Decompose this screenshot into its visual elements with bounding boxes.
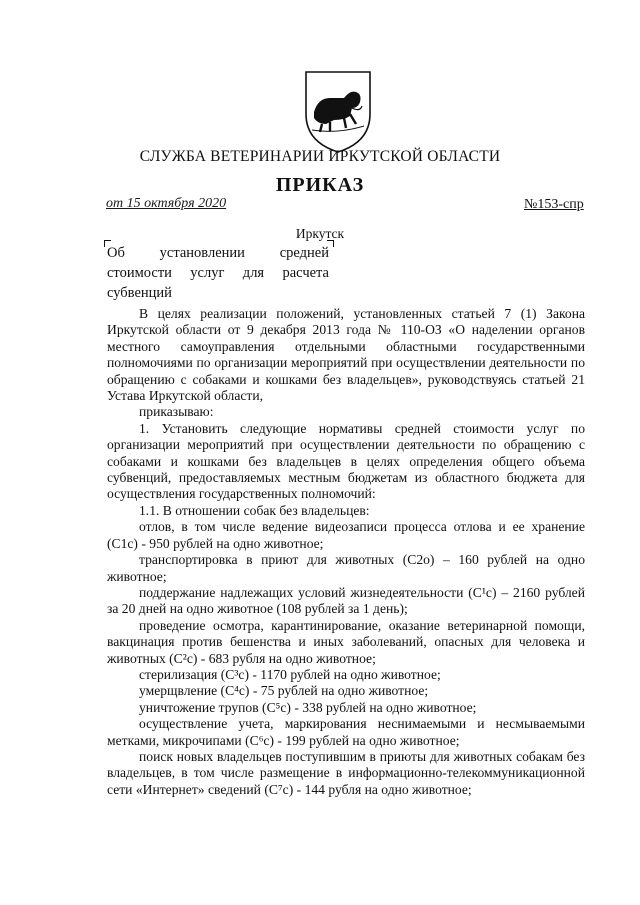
subject-line: Об установлении средней xyxy=(107,245,329,261)
rate-item: уничтожение трупов (С⁵с) - 338 рублей на одно животное; xyxy=(139,699,477,715)
rate-item: транспортировка в приют для животных (С2о) – 160 рублей на одно животное; xyxy=(107,552,585,584)
document-date: от 15 октября 2020 xyxy=(106,196,227,211)
document-city: Иркутск xyxy=(295,226,345,241)
document-subject xyxy=(107,243,329,303)
clause-1-1: 1.1. В отношении собак без владельцев: xyxy=(139,502,370,518)
order-word: приказываю: xyxy=(139,404,214,420)
preamble-paragraph: В целях реализации положений, установленных статьей 7 (1) Закона Иркутской области от 9 декабря 2013 года № 110-ОЗ «О наделении органов местного самоуправления отдельными областными государственными полномочиями по организации мероприятий при осуществлении деятельности по обращению с собаками и кошками без владельцев», руководствуясь статьей 21 Устава Иркутской области, xyxy=(107,306,585,404)
subject-line: субвенций xyxy=(107,285,172,301)
clause-1: 1. Установить следующие нормативы средней стоимости услуг по организации мероприятий при осуществлении деятельности по обращению с собаками и кошками без владельцев в целях определения общего объема субвенций, предоставляемых местным бюджетам из областного бюджета для осуществления государственных полномочий: xyxy=(107,420,585,502)
subject-line: стоимости услуг для расчета xyxy=(107,265,329,281)
document-number: №153-спр xyxy=(524,197,584,212)
document-body xyxy=(107,306,585,798)
rate-item: поддержание надлежащих условий жизнедеятельности (С¹с) – 2160 рублей за 20 дней на одно животное (108 рублей за 1 день); xyxy=(107,584,585,617)
rate-item: поиск новых владельцев поступившим в приюты для животных собакам без владельцев, в том числе размещение в информационно-телекоммуникационной сети «Интернет» сведений (С⁷с) - 144 рубля на одно животное; xyxy=(107,748,585,797)
rate-item: осуществление учета, маркирования неснимаемыми и несмываемыми метками, микрочипами (С⁶с) - 199 рублей на одно животное; xyxy=(107,716,585,748)
rate-item: умерщвление (С⁴с) - 75 рублей на одно животное; xyxy=(139,683,429,699)
document-title: ПРИКАЗ xyxy=(275,174,365,196)
irkutsk-coat-of-arms-icon xyxy=(300,68,376,154)
organization-name: СЛУЖБА ВЕТЕРИНАРИИ ИРКУТСКОЙ ОБЛАСТИ xyxy=(139,148,501,165)
rate-item: проведение осмотра, карантинирование, оказание ветеринарной помощи, вакцинация против бешенства и иных заболеваний, опасных для человека и животных (С²с) - 683 рубля на одно животное; xyxy=(107,617,585,666)
rate-item: отлов, в том числе ведение видеозаписи процесса отлова и ее хранение (С1с) - 950 рублей на одно животное; xyxy=(107,519,585,551)
rate-item: стерилизация (С³с) - 1170 рублей на одно животное; xyxy=(139,666,441,682)
